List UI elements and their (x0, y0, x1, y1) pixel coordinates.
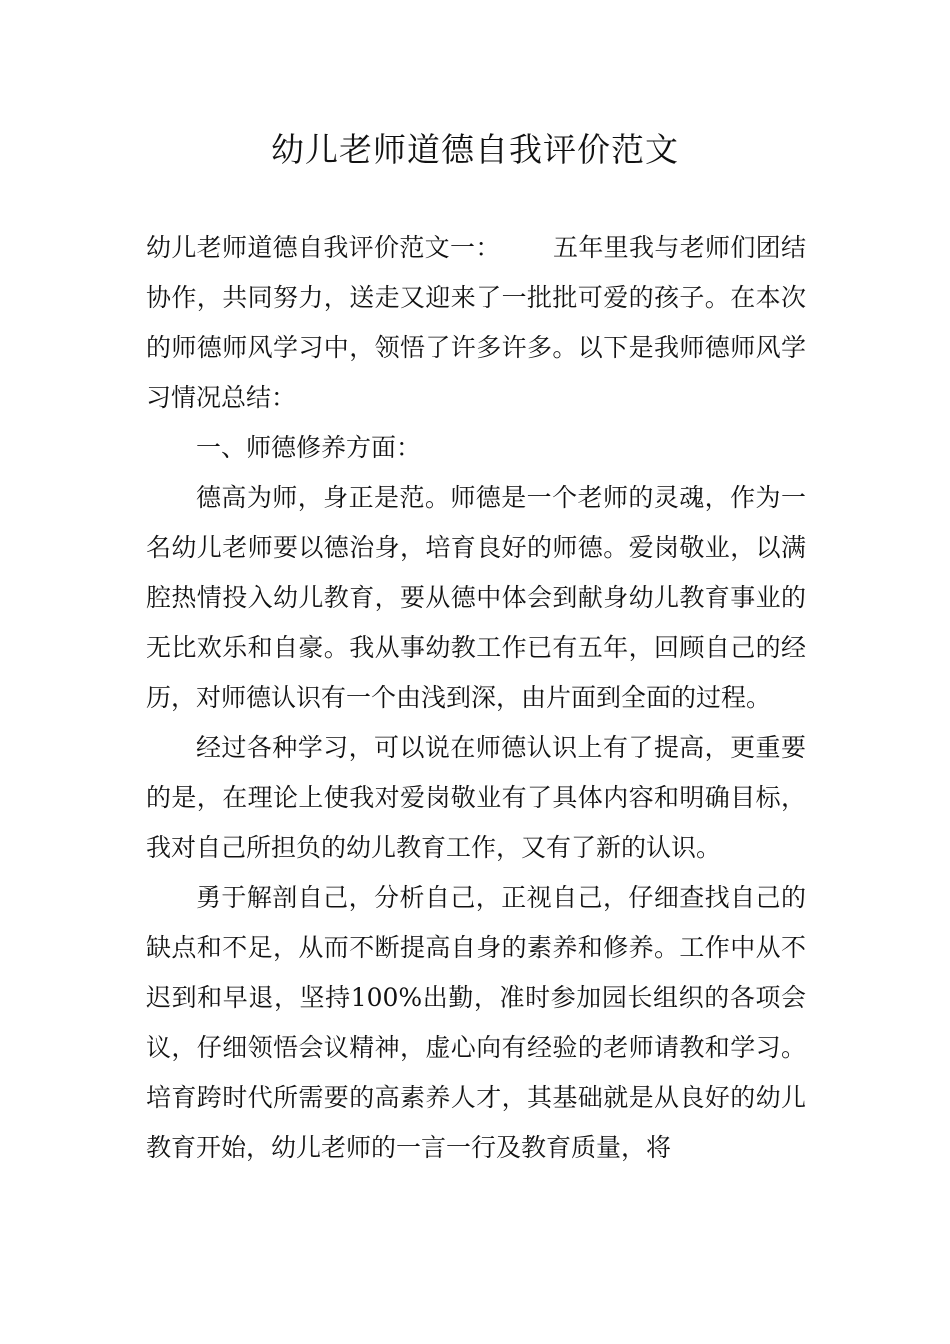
document-title: 幼儿老师道德自我评价范文 (271, 130, 679, 169)
document-body (146, 223, 806, 1173)
paragraph-lead: 幼儿老师道德自我评价范文一： (146, 233, 501, 262)
paragraph-heading: 一、师德修养方面： (196, 433, 422, 462)
paragraph-intro (146, 223, 806, 423)
paragraph: 经过各种学习，可以说在师德认识上有了提高，更重要的是，在理论上使我对爱岗敬业有了具体内容和明确目标，我对自己所担负的幼儿教育工作，又有了新的认识。 (146, 733, 806, 862)
paragraph: 德高为师，身正是范。师德是一个老师的灵魂，作为一名幼儿老师要以德治身，培育良好的师德。爱岗敬业，以满腔热情投入幼儿教育，要从德中体会到献身幼儿教育事业的无比欢乐和自豪。我从事幼教工作已有五年，回顾自己的经历，对师德认识有一个由浅到深，由片面到全面的过程。 (146, 483, 806, 712)
paragraph: 勇于解剖自己，分析自己，正视自己，仔细查找自己的缺点和不足，从而不断提高自身的素养和修养。工作中从不迟到和早退，坚持100%出勤，准时参加园长组织的各项会议，仔细领悟会议精神，虚心向有经验的老师请教和学习。培育跨时代所需要的高素养人才，其基础就是从良好的幼儿教育开始，幼儿老师的一言一行及教育质量，将 (146, 883, 806, 1162)
paragraph-text: 五年里我与老师们团结协作，共同努力，送走又迎来了一批批可爱的孩子。在本次的师德师风学习中，领悟了许多许多。以下是我师德师风学习情况总结： (146, 233, 806, 412)
